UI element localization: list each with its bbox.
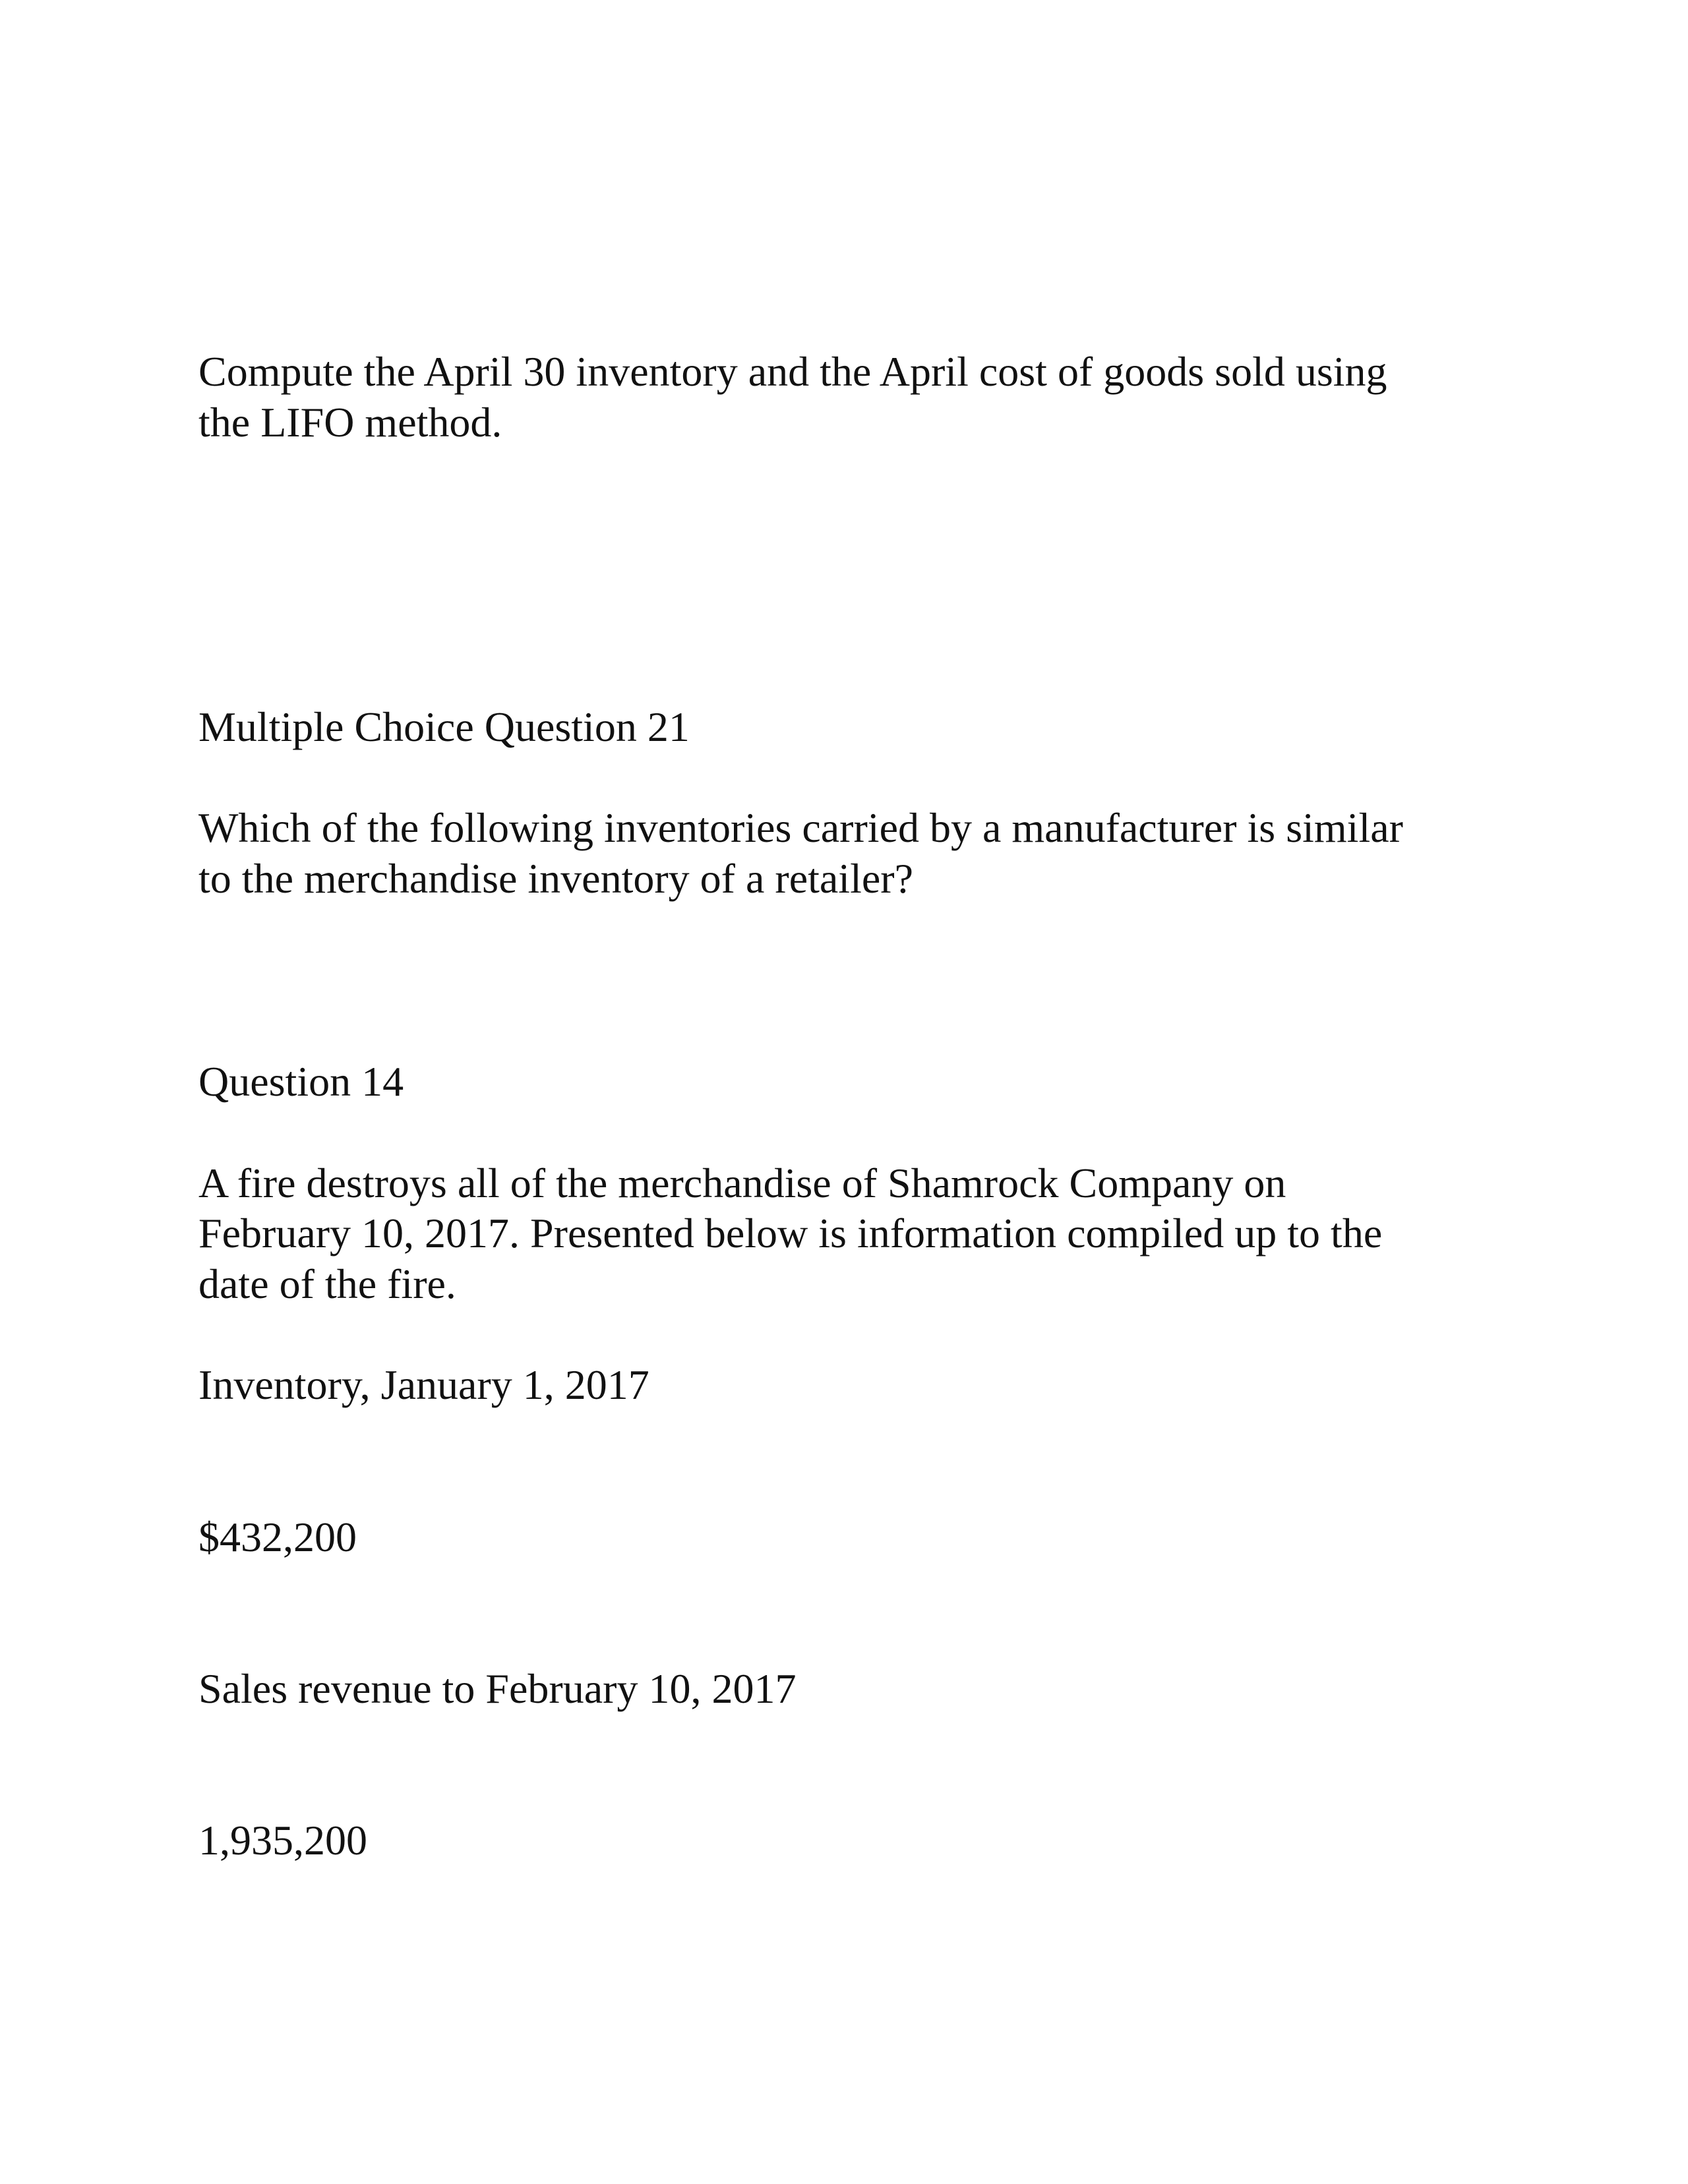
mcq-21-heading: Multiple Choice Question 21 xyxy=(198,703,690,750)
question-14-heading: Question 14 xyxy=(198,1058,404,1105)
sales-revenue-label: Sales revenue to February 10, 2017 xyxy=(198,1665,797,1712)
lifo-question-line-1: Compute the April 30 inventory and the April cost of goods sold using xyxy=(198,348,1387,395)
question-14-line-1: A fire destroys all of the merchandise of Shamrock Company on xyxy=(198,1160,1286,1206)
inventory-label: Inventory, January 1, 2017 xyxy=(198,1361,649,1408)
lifo-question-line-2: the LIFO method. xyxy=(198,399,502,446)
question-14-line-3: date of the fire. xyxy=(198,1260,456,1307)
mcq-21-line-1: Which of the following inventories carried by a manufacturer is similar xyxy=(198,804,1403,851)
mcq-21-line-2: to the merchandise inventory of a retailer? xyxy=(198,855,913,902)
inventory-value: $432,200 xyxy=(198,1514,357,1560)
question-14-line-2: February 10, 2017. Presented below is information compiled up to the xyxy=(198,1210,1383,1256)
sales-revenue-value: 1,935,200 xyxy=(198,1817,367,1864)
